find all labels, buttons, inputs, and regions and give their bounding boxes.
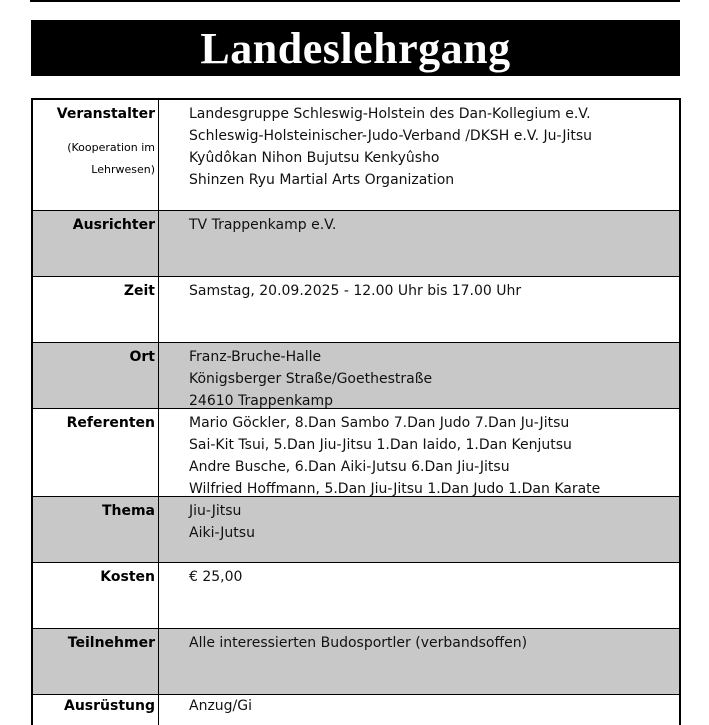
row-label-ausrichter: Ausrichter — [33, 211, 159, 276]
row-value-ort: Franz-Bruche-Halle Königsberger Straße/Goethestraße 24610 Trappenkamp — [189, 349, 433, 409]
row-value-ausrichter: TV Trappenkamp e.V. — [189, 217, 337, 233]
row-kosten — [33, 563, 679, 629]
row-label-zeit: Zeit — [33, 277, 159, 342]
row-veranstalter — [33, 100, 679, 211]
row-label-ort: Ort — [33, 343, 159, 408]
row-ort — [33, 343, 679, 409]
row-referenten — [33, 409, 679, 497]
row-value-veranstalter: Landesgruppe Schleswig-Holstein des Dan-Kollegium e.V. Schleswig-Holsteinischer-Judo-Verband /DKSH e.V. Ju-Jitsu Kyûdôkan Nihon Bujutsu Kenkyûsho Shinzen Ryu Martial Arts Organization — [189, 106, 592, 188]
top-rule — [30, 0, 680, 2]
row-value-teilnehmer: Alle interessierten Budosportler (verbandsoffen) — [189, 635, 528, 651]
row-zeit — [33, 277, 679, 343]
row-value-thema: Jiu-Jitsu Aiki-Jutsu — [189, 503, 255, 541]
row-value-zeit: Samstag, 20.09.2025 - 12.00 Uhr bis 17.00 Uhr — [189, 283, 522, 299]
row-teilnehmer — [33, 629, 679, 695]
row-value-ausruestung: Anzug/Gi — [189, 698, 253, 714]
row-label-kosten: Kosten — [33, 563, 159, 628]
row-label-thema: Thema — [33, 497, 159, 562]
row-label-ausruestung: Ausrüstung — [33, 695, 159, 725]
row-label-teilnehmer: Teilnehmer — [33, 629, 159, 694]
row-ausruestung — [33, 695, 679, 725]
info-table — [31, 98, 681, 725]
row-value-kosten: € 25,00 — [189, 569, 243, 585]
page-title: Landeslehrgang — [31, 20, 680, 76]
row-label-referenten: Referenten — [33, 409, 159, 496]
row-ausrichter — [33, 211, 679, 277]
row-thema — [33, 497, 679, 563]
row-label-veranstalter: Veranstalter (Kooperation im Lehrwesen) — [33, 100, 159, 210]
row-value-referenten: Mario Göckler, 8.Dan Sambo 7.Dan Judo 7.Dan Ju-Jitsu Sai-Kit Tsui, 5.Dan Jiu-Jitsu 1.Dan Iaido, 1.Dan Kenjutsu Andre Busche, 6.Dan Aiki-Jutsu 6.Dan Jiu-Jitsu Wilfried Hoffmann, 5.Dan Jiu-Jitsu 1.Dan Judo 1.Dan Karate — [189, 415, 601, 497]
